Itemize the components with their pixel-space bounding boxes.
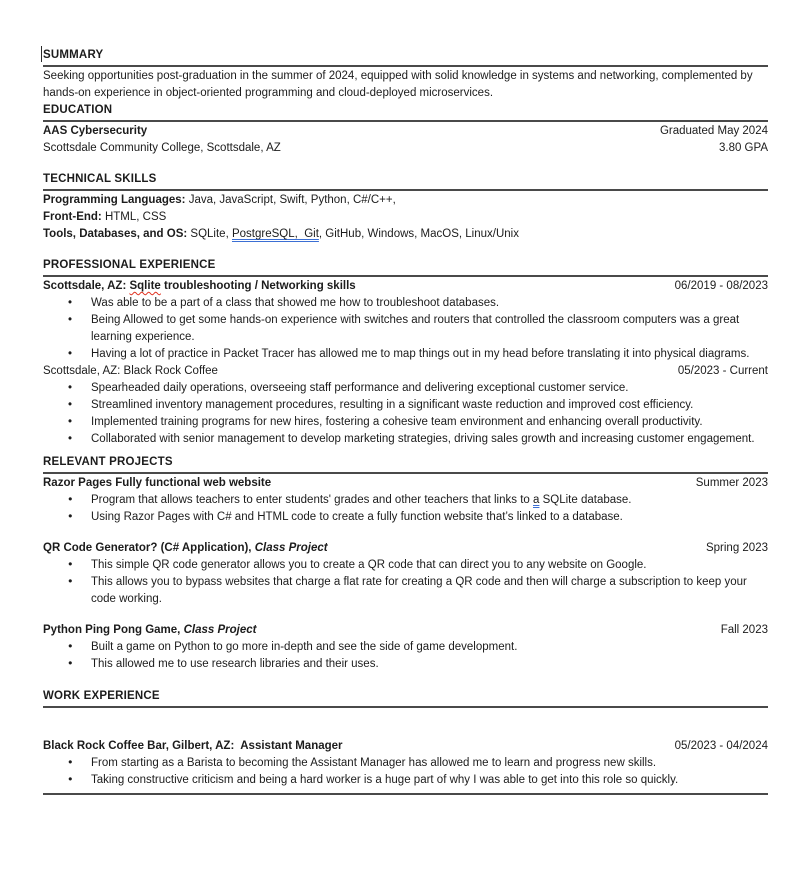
experience-bullet-list [43, 380, 768, 448]
bullet-text: Having a lot of practice in Packet Tracer has allowed me to map things out in my head before translating it into physical diagrams. [91, 348, 750, 360]
bullet-item [43, 431, 768, 448]
bullet-item [43, 295, 768, 312]
skills-frontend-line [43, 209, 768, 226]
bullet-text: Taking constructive criticism and being a hard worker is a huge part of why I was able to get into this role so quickly. [91, 774, 679, 786]
project-date: Spring 2023 [705, 542, 768, 554]
bullet-item [43, 755, 768, 772]
experience-bullet-list [43, 295, 768, 363]
technical-skills-heading: TECHNICAL SKILLS [43, 171, 768, 191]
bullet-icon [68, 574, 73, 591]
bullet-icon [68, 431, 72, 448]
bullet-text: Collaborated with senior management to develop marketing strategies, driving sales growth and increasing customer engagement. [91, 433, 755, 445]
project-title-text: Python Ping Pong Game, [43, 624, 181, 636]
bullet-text: Being Allowed to get some hands-on experience with switches and routers that controlled the classroom computers was a great learning experience. [91, 314, 740, 343]
professional-experience-section [43, 257, 768, 448]
bullet-icon [68, 414, 72, 431]
project-title-row [43, 475, 768, 492]
education-school-row [43, 140, 768, 157]
project-title: Razor Pages Fully functional web website [43, 477, 272, 489]
experience-entry-title-row [43, 278, 768, 295]
project-title-italic: Class Project [183, 624, 257, 636]
grammar-flagged-text: PostgreSQL, Git [231, 228, 319, 240]
education-degree-row [43, 123, 768, 140]
bullet-item [43, 574, 768, 608]
summary-text: Seeking opportunities post-graduation in the summer of 2024, equipped with solid knowledge in systems and networking, complemented by hands-on experience in object-oriented programming and cloud-deployed microservices. [43, 70, 753, 99]
school-name: Scottsdale Community College, Scottsdale, AZ [43, 142, 281, 154]
work-experience-section [43, 688, 768, 795]
grammar-flagged-text: a [533, 494, 540, 506]
tools-label: Tools, Databases, and OS: [43, 228, 188, 240]
project-bullet-list [43, 492, 768, 526]
bullet-item [43, 656, 768, 673]
graduation-date: Graduated May 2024 [659, 125, 768, 137]
work-entry-title-row [43, 738, 768, 755]
skills-tools-line [43, 226, 768, 243]
bullet-icon [68, 492, 73, 509]
project-title [43, 540, 328, 557]
frontend-value: HTML, CSS [104, 211, 167, 223]
project-bullet-list [43, 639, 768, 673]
bullet-icon [68, 557, 73, 574]
relevant-projects-heading: RELEVANT PROJECTS [43, 454, 768, 474]
document-end-rule [43, 793, 768, 795]
frontend-label: Front-End: [43, 211, 102, 223]
tools-value-end: , GitHub, Windows, MacOS, Linux/Unix [318, 228, 519, 240]
bullet-text: Implemented training programs for new hires, fostering a cohesive team environment and enhancing overall productivity. [91, 416, 703, 428]
project-bullet-list [43, 557, 768, 608]
relevant-projects-section [43, 454, 768, 673]
professional-experience-heading: PROFESSIONAL EXPERIENCE [43, 257, 768, 277]
summary-section [43, 47, 768, 102]
project-title-text: QR Code Generator? (C# Application), [43, 542, 252, 554]
languages-value: Java, JavaScript, Swift, Python, C#/C++, [188, 194, 396, 206]
bullet-item [43, 492, 768, 509]
project-title-row [43, 540, 768, 557]
project-title-italic: Class Project [254, 542, 328, 554]
project-date: Summer 2023 [695, 477, 768, 489]
experience-entry-title: Scottsdale, AZ: Black Rock Coffee [43, 365, 218, 377]
entry-title-prefix: Scottsdale, AZ: [43, 280, 127, 292]
gpa-value: 3.80 GPA [718, 142, 768, 154]
bullet-item [43, 312, 768, 346]
bullet-text: This allows you to bypass websites that charge a flat rate for creating a QR code and then will charge a subscription to keep your code working. [91, 576, 747, 605]
tools-value-start: SQLite, [190, 228, 229, 240]
bullet-item [43, 397, 768, 414]
experience-entry-title-row [43, 363, 768, 380]
bullet-icon [68, 772, 73, 789]
bullet-icon [68, 397, 72, 414]
work-bullet-list [43, 755, 768, 789]
languages-label: Programming Languages: [43, 194, 186, 206]
project-title [43, 622, 256, 639]
bullet-item [43, 414, 768, 431]
project-date: Fall 2023 [720, 624, 768, 636]
bullet-item [43, 639, 768, 656]
work-entry-title: Black Rock Coffee Bar, Gilbert, AZ: Assistant Manager [43, 740, 343, 752]
entry-title-suffix: troubleshooting / Networking skills [164, 280, 356, 292]
bullet-icon [68, 346, 72, 363]
bullet-icon [68, 755, 73, 772]
bullet-text: Spearheaded daily operations, overseeing staff performance and delivering exceptional customer service. [91, 382, 629, 394]
bullet-text: This allowed me to use research libraries and their uses. [91, 658, 379, 670]
bullet-icon [68, 509, 73, 526]
bullet-text: This simple QR code generator allows you to create a QR code that can direct you to any website on Google. [91, 559, 647, 571]
work-experience-heading: WORK EXPERIENCE [43, 688, 768, 708]
bullet-item [43, 772, 768, 789]
bullet-item [43, 380, 768, 397]
bullet-item [43, 557, 768, 574]
bullet-icon [68, 295, 72, 312]
summary-heading: SUMMARY [43, 47, 768, 67]
bullet-icon [68, 656, 73, 673]
bullet-text: SQLite database. [542, 494, 632, 506]
bullet-text: Using Razor Pages with C# and HTML code to create a fully function website that’s linked to a database. [91, 511, 623, 523]
skills-languages-line [43, 192, 768, 209]
bullet-text: Built a game on Python to go more in-depth and see the side of game development. [91, 641, 518, 653]
bullet-item [43, 346, 768, 363]
spellcheck-flagged-text: Sqlite [129, 280, 161, 292]
project-title-row [43, 622, 768, 639]
text-cursor [41, 46, 42, 62]
bullet-text: Streamlined inventory management procedures, resulting in a significant waste reduction and improved cost efficiency. [91, 399, 694, 411]
work-entry-date: 05/2023 - 04/2024 [674, 740, 768, 752]
bullet-text: Was able to be a part of a class that showed me how to troubleshoot databases. [91, 297, 500, 309]
experience-entry-date: 06/2019 - 08/2023 [674, 280, 768, 292]
degree-name: AAS Cybersecurity [43, 125, 148, 137]
education-heading: EDUCATION [43, 102, 768, 122]
bullet-icon [68, 312, 72, 329]
bullet-icon [68, 639, 73, 656]
bullet-item [43, 509, 768, 526]
experience-entry-title [43, 278, 356, 295]
bullet-icon [68, 380, 72, 397]
bullet-text: Program that allows teachers to enter students' grades and other teachers that links to [91, 494, 530, 506]
bullet-text: From starting as a Barista to becoming the Assistant Manager has allowed me to learn and progress new skills. [91, 757, 657, 769]
experience-entry-date: 05/2023 - Current [677, 365, 768, 377]
technical-skills-section [43, 171, 768, 243]
education-section [43, 102, 768, 157]
